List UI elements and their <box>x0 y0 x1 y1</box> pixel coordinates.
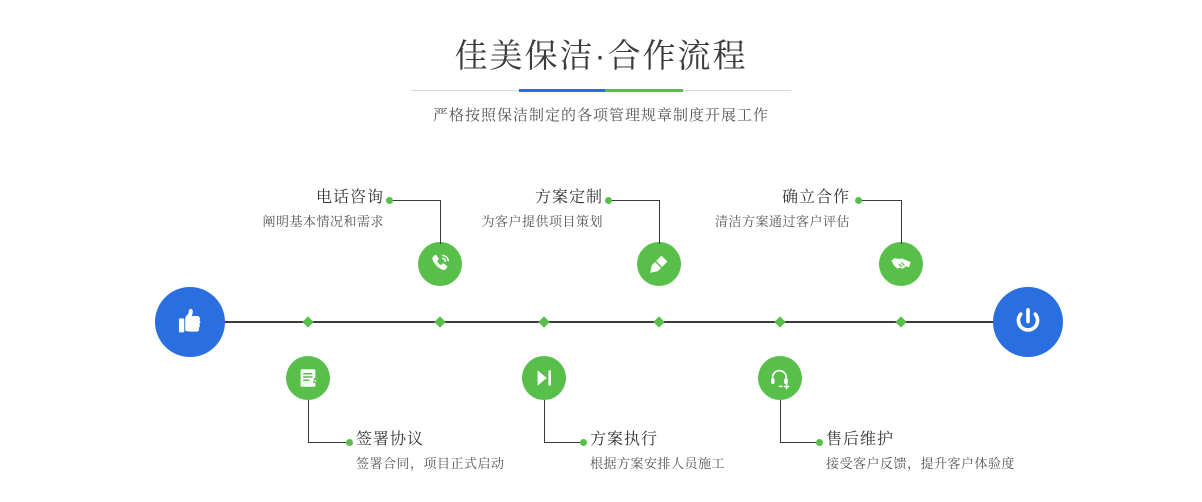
connector-4-vertical <box>544 400 545 442</box>
step-node-4[interactable] <box>522 356 566 400</box>
step-node-5[interactable] <box>879 242 923 286</box>
connector-3-horizontal <box>611 200 659 201</box>
step-desc-3: 为客户提供项目策划 <box>481 214 603 229</box>
page-title: 佳美保洁·合作流程 <box>454 37 748 74</box>
document-edit-icon <box>296 366 320 390</box>
step-desc-2: 签署合同，项目正式启动 <box>356 456 505 471</box>
step-label-4 <box>590 430 725 474</box>
connector-dot-3 <box>605 197 612 204</box>
step-desc-1: 阐明基本情况和需求 <box>262 214 384 229</box>
step-label-5 <box>700 188 850 232</box>
connector-dot-6 <box>816 439 823 446</box>
step-label-1 <box>252 188 384 232</box>
step-label-6 <box>826 430 1015 474</box>
connector-6-horizontal <box>780 442 820 443</box>
connector-dot-4 <box>580 439 587 446</box>
divider-accent-blue <box>519 89 605 92</box>
page-subtitle: 严格按照保洁制定的各项管理规章制度开展工作 <box>432 107 769 124</box>
connector-5-horizontal <box>861 200 901 201</box>
step-desc-4: 根据方案安排人员施工 <box>590 456 726 471</box>
step-title-6: 售后维护 <box>826 431 895 448</box>
pencil-ruler-icon <box>647 252 671 276</box>
connector-4-horizontal <box>544 442 584 443</box>
play-forward-icon <box>532 366 556 390</box>
step-label-2 <box>356 430 505 474</box>
step-title-5: 确立合作 <box>781 189 850 206</box>
step-desc-5: 清洁方案通过客户评估 <box>714 214 850 229</box>
connector-1-vertical <box>440 200 441 244</box>
step-node-3[interactable] <box>637 242 681 286</box>
connector-dot-1 <box>386 197 393 204</box>
step-node-1[interactable] <box>418 242 462 286</box>
step-label-3 <box>458 188 603 232</box>
thumbs-up-icon <box>173 305 207 339</box>
title-divider <box>411 89 791 92</box>
connector-dot-2 <box>346 439 353 446</box>
axis-marker-4 <box>538 316 549 327</box>
connector-6-vertical <box>780 400 781 442</box>
connector-5-vertical <box>901 200 902 244</box>
axis-marker-2 <box>302 316 313 327</box>
phone-call-icon <box>428 252 452 276</box>
power-icon <box>1011 305 1045 339</box>
axis-marker-1 <box>434 316 445 327</box>
headset-support-icon <box>768 366 792 390</box>
axis-marker-6 <box>774 316 785 327</box>
divider-accent-green <box>605 89 683 92</box>
handshake-icon <box>889 252 913 276</box>
connector-3-vertical <box>659 200 660 244</box>
header <box>0 34 1202 125</box>
end-node[interactable] <box>993 287 1063 357</box>
step-node-2[interactable] <box>286 356 330 400</box>
step-node-6[interactable] <box>758 356 802 400</box>
connector-2-horizontal <box>308 442 350 443</box>
step-desc-6: 接受客户反馈，提升客户体验度 <box>826 456 1016 471</box>
step-title-4: 方案执行 <box>590 431 659 448</box>
connector-2-vertical <box>308 400 309 442</box>
step-title-2: 签署协议 <box>356 431 425 448</box>
connector-1-horizontal <box>392 200 440 201</box>
start-node[interactable] <box>155 287 225 357</box>
step-title-3: 方案定制 <box>534 189 603 206</box>
connector-dot-5 <box>855 197 862 204</box>
step-title-1: 电话咨询 <box>315 189 384 206</box>
axis-marker-5 <box>895 316 906 327</box>
axis-marker-3 <box>653 316 664 327</box>
